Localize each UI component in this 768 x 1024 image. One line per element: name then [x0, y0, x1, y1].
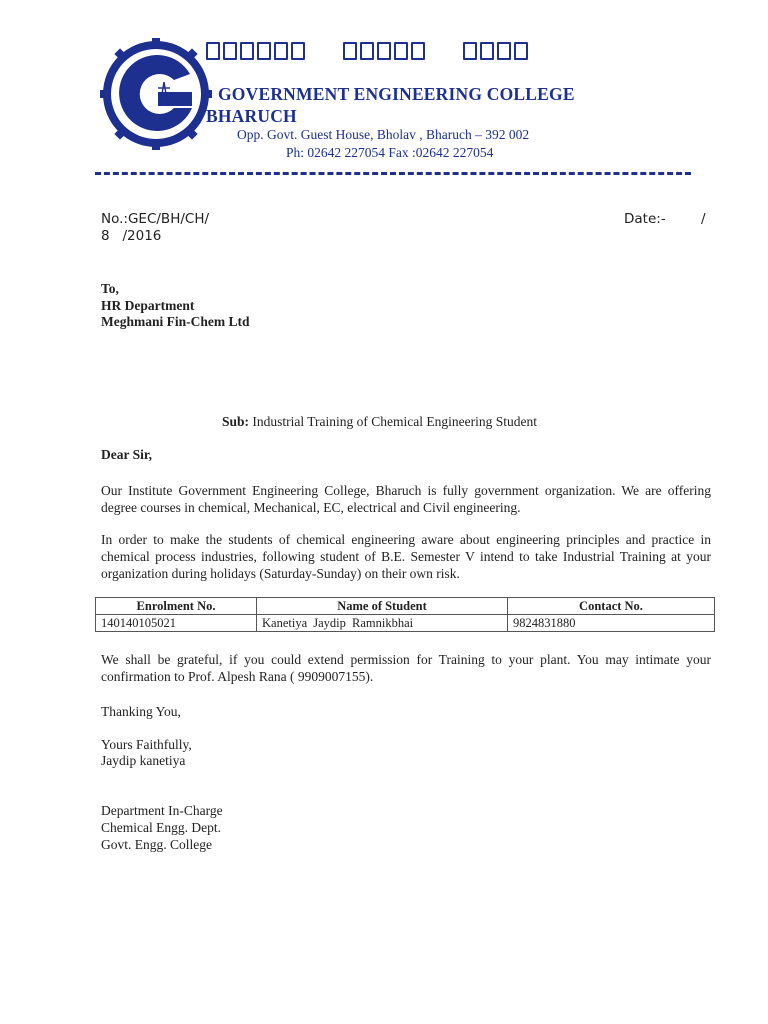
cell-student-name: Kanetiya Jaydip Ramnikbhai	[257, 615, 508, 632]
salutation: Dear Sir,	[101, 447, 153, 462]
college-address: Opp. Govt. Guest House, Bholav , Bharuch – 392 002	[237, 127, 530, 142]
college-name-gujarati-glyphs	[206, 42, 528, 60]
paragraph-request: We shall be grateful, if you could extend permission for Training to your plant. You may intimate your confirmation to Prof. Alpesh Rana ( 9909007155).	[101, 652, 711, 684]
closing-line: Yours Faithfully,	[101, 737, 192, 752]
college-phone: Ph: 02642 227054 Fax :02642 227054	[286, 145, 494, 160]
date-value: 8 /2016	[101, 228, 162, 244]
college-name-line2: BHARUCH	[206, 106, 297, 126]
table-row	[96, 615, 715, 632]
table-header-row	[96, 598, 715, 615]
column-header-enrolment: Enrolment No.	[96, 598, 257, 615]
signatory-title: Department In-Charge	[101, 803, 223, 818]
subject-label: Sub:	[222, 414, 250, 429]
thanks-line: Thanking You,	[101, 704, 181, 719]
column-header-contact: Contact No.	[508, 598, 715, 615]
college-logo	[100, 38, 212, 150]
student-table	[95, 597, 715, 632]
to-label: To,	[101, 281, 119, 296]
paragraph-intro: Our Institute Government Engineering College, Bharuch is fully government organization. We are offering degree courses in chemical, Mechanical, EC, electrical and Civil engineering.	[101, 483, 711, 515]
signatory-college: Govt. Engg. College	[101, 837, 212, 852]
recipient-department: HR Department	[101, 298, 195, 313]
date-separator: /	[701, 211, 706, 227]
recipient-company: Meghmani Fin-Chem Ltd	[101, 314, 250, 329]
paragraph-purpose: In order to make the students of chemical engineering aware about engineering principles and practice in chemical process industries, following student of B.E. Semester V intend to take Industrial Training at your organization during holidays (Saturday-Sunday) on their own risk.	[101, 532, 711, 581]
signatory-department: Chemical Engg. Dept.	[101, 820, 221, 835]
column-header-name: Name of Student	[257, 598, 508, 615]
cell-enrolment: 140140105021	[96, 615, 257, 632]
cell-contact: 9824831880	[508, 615, 715, 632]
signer-name: Jaydip kanetiya	[101, 753, 186, 768]
header-divider	[95, 172, 691, 175]
subject-text: Industrial Training of Chemical Engineering Student	[249, 414, 537, 429]
subject-line	[222, 414, 537, 430]
reference-number: No.:GEC/BH/CH/	[101, 211, 210, 227]
date-label: Date:-	[624, 211, 666, 227]
college-name-line1: GOVERNMENT ENGINEERING COLLEGE	[218, 84, 575, 104]
